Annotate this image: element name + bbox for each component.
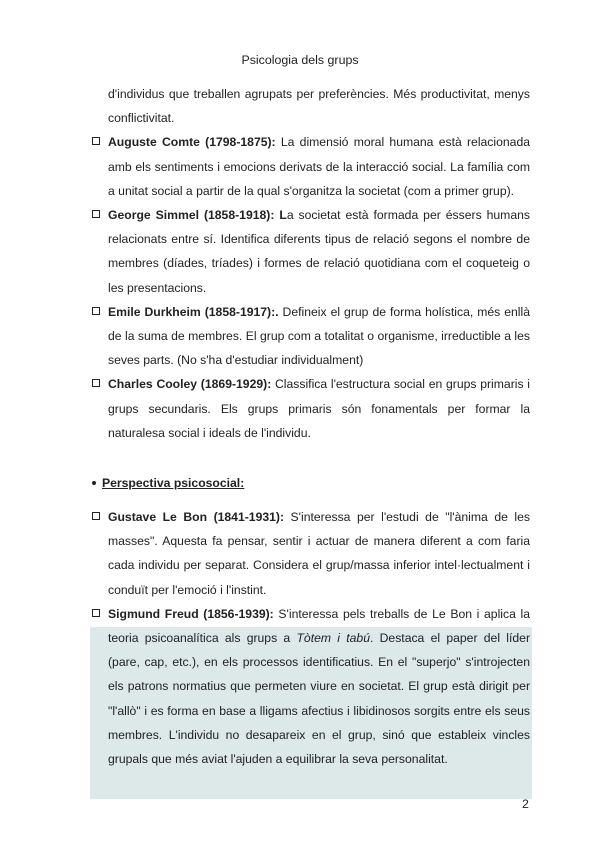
entry-cooley: [92, 372, 530, 445]
entry-le-bon: [92, 505, 530, 602]
entry-text-cont: . Destaca el paper del líder (pare, cap, etc.), en els processos identificatius. En el "superjo" s'introjecten els patrons normatius que permeten viure en societat. El grup està dirigit per "l'allò" i es forma en base a lligams afectius i libidinosos sorgits entre els seus membres. L'individu no desapareix en el grup, sinó que estableix vincles grupals que més aviat l'ajuden a equilibrar la seva personalitat.: [108, 631, 531, 767]
page-number: 2: [522, 797, 529, 811]
entry-comte: [92, 130, 530, 203]
entry-text: Defineix el grup de forma holística, més enllà de la suma de membres. El grup com a totalitat o organisme, irreductible a les seves parts. (No s'ha d'estudiar individualment): [108, 304, 530, 368]
entry-name: Charles Cooley (1869-1929):: [108, 377, 272, 392]
entry-name: Sigmund Freud (1856-1939):: [108, 606, 274, 621]
page-content: [92, 82, 530, 771]
entry-name: Gustave Le Bon (1841-1931):: [108, 510, 285, 525]
section-title: [92, 471, 530, 495]
section-title-text: Perspectiva psicosocial:: [102, 476, 245, 491]
entry-simmel: [92, 203, 530, 300]
checkbox-bullet-icon: [92, 137, 100, 145]
entry-text: La dimensió moral humana està relacionada amb els sentiments i emocions derivats de la interacció social. La família com a unitat social a partir de la qual s'organitza la societat (com a primer grup).: [108, 135, 530, 198]
entry-freud: [92, 602, 530, 771]
book-title: Tòtem i tabú: [296, 631, 370, 646]
entry-text: a societat està formada per éssers humans relacionats entre sí. Identifica diferents tipus de relació segons el nombre de membres (díades, tríades) i formes de relació quotidiana com el coqueteig o les presentacions.: [108, 208, 530, 295]
entry-text: S'interessa pels treballs de Le Bon i aplica la teoria psicoanalítica als grups a: [108, 606, 530, 646]
page-header: Psicologia dels grups: [241, 53, 359, 67]
section-gap: [92, 445, 530, 467]
entry-name: Auguste Comte (1798-1875):: [108, 135, 276, 150]
checkbox-bullet-icon: [92, 307, 100, 315]
entry-text: S'interessa per l'estudi de "l'ànima de les masses". Aquesta fa pensar, sentir i actuar de manera diferent a com faria cada individu per separat. Considera el grup/massa inferior intel·lectualment i conduït per l'emoció i l'instint.: [108, 510, 530, 597]
checkbox-bullet-icon: [92, 379, 100, 387]
checkbox-bullet-icon: [92, 609, 100, 617]
intro-paragraph: d'individus que treballen agrupats per preferències. Més productivitat, menys conflictivitat.: [108, 87, 530, 126]
checkbox-bullet-icon: [92, 512, 100, 520]
entry-text: Classifica l'estructura social en grups primaris i grups secundaris. Els grups primaris són fonamentals per formar la naturalesa social i ideals de l'individu.: [108, 377, 530, 440]
bullet-dot-icon: [92, 481, 96, 485]
entry-name: George Simmel (1858-1918): L: [108, 208, 287, 223]
entry-durkheim: [92, 300, 530, 373]
entry-name: Emile Durkheim (1858-1917):.: [108, 304, 279, 319]
checkbox-bullet-icon: [92, 210, 100, 218]
